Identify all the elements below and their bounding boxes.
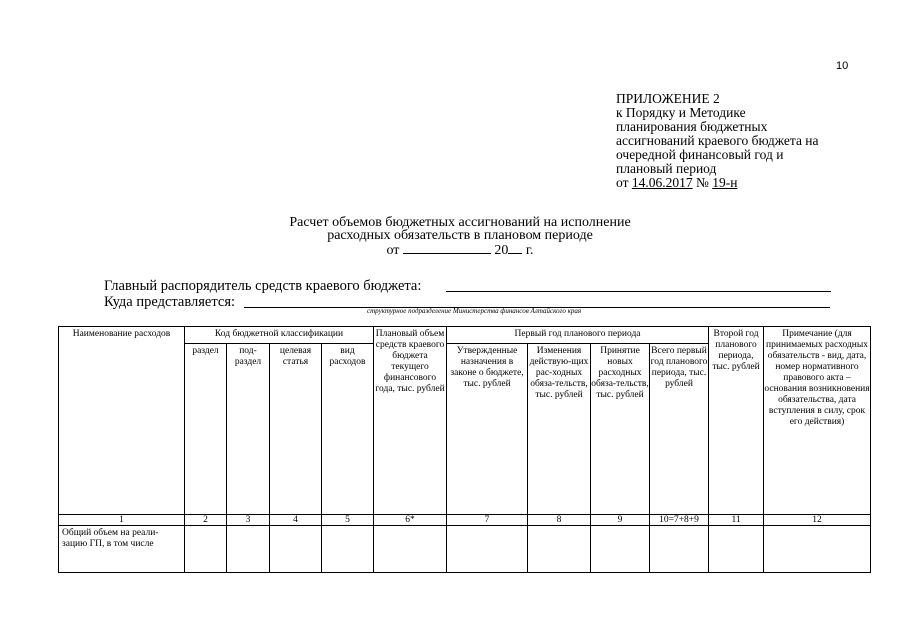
appendix-line: плановый период (616, 161, 717, 176)
appendix-block (616, 92, 886, 190)
cell-subsection[interactable] (227, 526, 270, 573)
appendix-number: 19-н (712, 175, 738, 190)
date-blank[interactable] (403, 242, 491, 254)
year-blank[interactable] (508, 242, 522, 254)
column-number: 12 (764, 515, 871, 526)
title-from: от (386, 243, 400, 258)
submitted-to-caption: структурное подразделение Министерства финансов Алтайского края (367, 307, 582, 315)
header-approved: Утвержденные назначения в законе о бюджете, тыс. рублей (447, 344, 528, 515)
appendix-line: планирования бюджетных (616, 119, 768, 134)
title-line-2: расходных обязательств в плановом периоде (327, 228, 593, 243)
header-note: Примечание (для принимаемых расходных обязательств - вид, дата, номер нормативного правового акта – основания возникновения обязательства, дата вступления в силу, срок его действия) (764, 327, 871, 515)
column-number: 8 (528, 515, 591, 526)
column-number: 9 (591, 515, 650, 526)
document-title (200, 216, 720, 257)
cell-section[interactable] (185, 526, 227, 573)
header-changes: Изменения действую-щих рас-ходных обяза-тельств, тыс. рублей (528, 344, 591, 515)
header-section: раздел (185, 344, 227, 515)
cell-second-year[interactable] (709, 526, 764, 573)
column-number: 2 (185, 515, 227, 526)
column-number: 5 (322, 515, 374, 526)
header-first-year: Первый год планового периода (447, 327, 709, 344)
title-year-prefix: 20 (494, 243, 509, 258)
title-date-line (200, 242, 720, 257)
cell-changes[interactable] (528, 526, 591, 573)
column-number-row (59, 515, 871, 526)
column-number: 3 (227, 515, 270, 526)
cell-planned-volume[interactable] (374, 526, 447, 573)
column-number: 4 (270, 515, 322, 526)
header-second-year: Второй год планового периода, тыс. рублей (709, 327, 764, 515)
header-name: Наименование расходов (59, 327, 185, 515)
column-number: 10=7+8+9 (650, 515, 709, 526)
column-number: 7 (447, 515, 528, 526)
header-target: целевая статья (270, 344, 322, 515)
appendix-line: очередной финансовый год и (616, 147, 784, 162)
column-number: 6* (374, 515, 447, 526)
title-year-suffix: г. (525, 243, 534, 258)
header-budget-code: Код бюджетной классификации (185, 327, 374, 344)
cell-target[interactable] (270, 526, 322, 573)
table-row (59, 526, 871, 573)
appendix-title: ПРИЛОЖЕНИЕ 2 (616, 91, 720, 106)
page-number: 10 (836, 60, 849, 72)
chief-manager-label: Главный распорядитель средств краевого бюджета: (104, 278, 422, 294)
header-subsection: под-раздел (227, 344, 270, 515)
appendix-line: ассигнований краевого бюджета на (616, 133, 819, 148)
submitted-to-label: Куда представляется: (104, 294, 236, 310)
appendix-date-line (616, 176, 886, 190)
cell-note[interactable] (764, 526, 871, 573)
cell-total-first[interactable] (650, 526, 709, 573)
header-planned-volume: Плановый объем средств краевого бюджета текущего финансового года, тыс. рублей (374, 327, 447, 515)
appendix-line: к Порядку и Методике (616, 105, 746, 120)
column-number: 11 (709, 515, 764, 526)
header-expense-type: вид расходов (322, 344, 374, 515)
appendix-date-prefix: от (616, 175, 629, 190)
appendix-number-sign: № (695, 175, 709, 190)
budget-table (58, 326, 871, 573)
row-name: Общий объем на реали-зацию ГП, в том числе (59, 526, 185, 573)
cell-expense-type[interactable] (322, 526, 374, 573)
cell-new-obligations[interactable] (591, 526, 650, 573)
title-line-1: Расчет объемов бюджетных ассигнований на исполнение (289, 215, 631, 230)
appendix-date: 14.06.2017 (631, 175, 693, 190)
cell-approved[interactable] (447, 526, 528, 573)
header-new-obligations: Принятие новых расходных обяза-тельств, тыс. рублей (591, 344, 650, 515)
header-total-first: Всего первый год планового периода, тыс. рублей (650, 344, 709, 515)
chief-manager-field[interactable] (446, 291, 831, 292)
column-number: 1 (59, 515, 185, 526)
